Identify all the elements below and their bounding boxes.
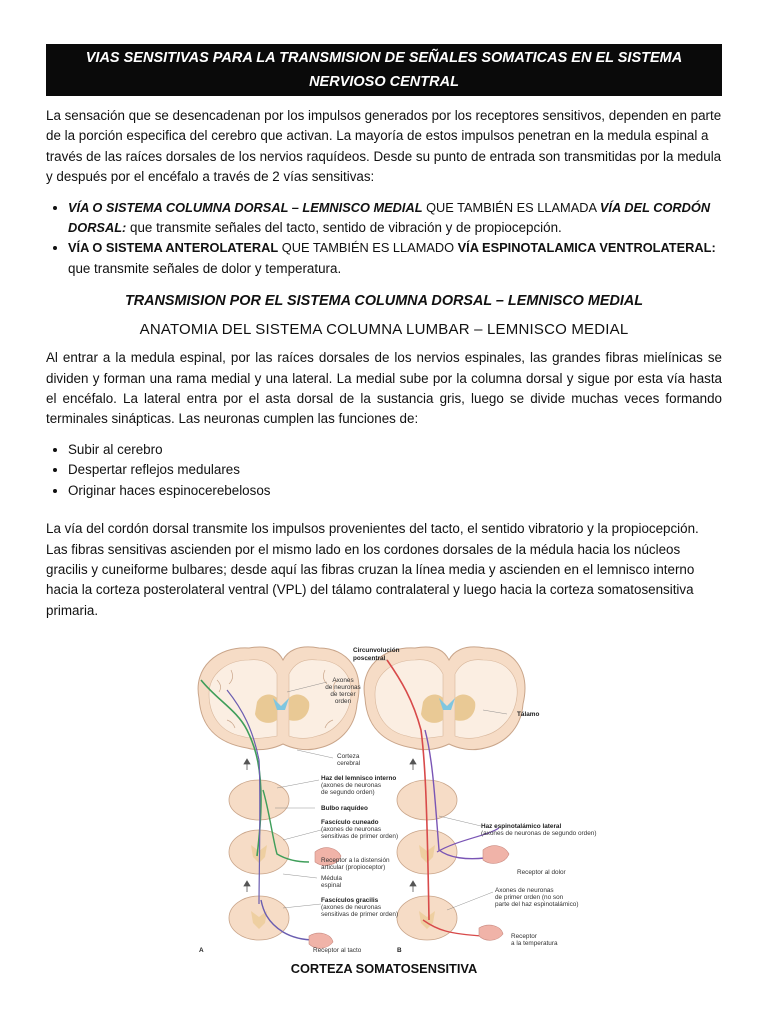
svg-text:parte del haz espinotalámico): parte del haz espinotalámico) bbox=[495, 901, 579, 908]
label-circunvolucion-1: Circunvolución bbox=[353, 647, 400, 654]
svg-text:sensitivas de primer orden): sensitivas de primer orden) bbox=[321, 833, 399, 840]
function-item: • Originar haces espinocerebelosos bbox=[68, 481, 722, 501]
pathway-list bbox=[46, 198, 722, 280]
somatosensory-pathways-figure bbox=[187, 640, 597, 956]
section-heading: TRANSMISION POR EL SISTEMA COLUMNA DORSAL – LEMNISCO MEDIAL bbox=[124, 293, 644, 310]
label-medula: Médula bbox=[321, 875, 342, 882]
svg-text:orden: orden bbox=[334, 698, 352, 705]
receptor-temperature bbox=[479, 925, 503, 940]
intro-paragraph: La sensación que se desencadenan por los impulsos generados por los receptores sensitivos, dependen en parte de la porción especifica del cerebro que activan. La mayoría de estos impulsos penetran en la medula espinal a través de las raíces dorsales de los nervios raquídeos. Desde su punto de entrada son transmitidas por la medula y después por el encéfalo a través de 2 vías sensitivas: bbox=[46, 108, 722, 185]
label-gracilis: Fascículos gracilis bbox=[321, 897, 379, 904]
receptor-pain bbox=[483, 846, 509, 864]
label-corteza: Corteza bbox=[337, 753, 360, 760]
label-dolor: Receptor al dolor bbox=[517, 869, 566, 876]
svg-text:(axones de neuronas: (axones de neuronas bbox=[321, 782, 382, 789]
pathway-item: • VÍA O SISTEMA COLUMNA DORSAL – LEMNISCO MEDIAL QUE TAMBIÉN ES LLAMADA VÍA DEL CORDÓN DORSAL: que transmite señales del tacto, sentido de vibración y de propiocepción. bbox=[68, 198, 722, 239]
dorsal-pathway-paragraph: La vía del cordón dorsal transmite los impulsos provenientes del tacto, el sentido vibratorio y la propiocepción. Las fibras sensitivas ascienden por el mismo lado en los cordones dorsales de la médula hacia los núcleos gracilis y cuneiforme bulbares; desde aquí las fibras cruzan la línea media y ascienden en el lemnisco interno hacia la corteza posterolateral ventral (VPL) del tálamo contralateral y luego hacia la corteza somatosensitiva primaria. bbox=[46, 521, 699, 618]
pathway-item: • VÍA O SISTEMA ANTEROLATERAL QUE TAMBIÉN ES LLAMADO VÍA ESPINOTALAMICA VENTROLATERAL: que transmite señales de dolor y temperatura. bbox=[68, 238, 722, 279]
svg-text:de tercer: de tercer bbox=[330, 691, 356, 698]
panel-a-letter: A bbox=[199, 947, 204, 954]
label-circunvolucion-2: poscentral bbox=[353, 655, 386, 662]
document-page bbox=[46, 44, 722, 621]
svg-text:de neuronas: de neuronas bbox=[325, 684, 361, 691]
svg-text:(axones de neuronas: (axones de neuronas bbox=[321, 826, 382, 833]
svg-text:(axones de neuronas de segundo: (axones de neuronas de segundo orden) bbox=[481, 830, 597, 837]
label-cuneado: Fascículo cuneado bbox=[321, 819, 379, 826]
label-distension: Receptor a la distensión bbox=[321, 857, 390, 864]
svg-text:articular (propioceptor): articular (propioceptor) bbox=[321, 864, 386, 871]
svg-text:de primer orden (no son: de primer orden (no son bbox=[495, 894, 564, 901]
label-axones-primer: Axones de neuronas bbox=[495, 887, 554, 894]
svg-text:(axones de neuronas: (axones de neuronas bbox=[321, 904, 382, 911]
svg-text:espinal: espinal bbox=[321, 882, 342, 889]
label-tacto: Receptor al tacto bbox=[313, 947, 362, 954]
svg-text:sensitivas de primer orden): sensitivas de primer orden) bbox=[321, 911, 399, 918]
label-axones-tercer: Axones bbox=[332, 677, 354, 684]
svg-text:de segundo orden): de segundo orden) bbox=[321, 789, 375, 796]
label-talamo: Tálamo bbox=[517, 711, 540, 718]
functions-list bbox=[46, 440, 722, 501]
document-title: VIAS SENSITIVAS PARA LA TRANSMISION DE SEÑALES SOMATICAS EN EL SISTEMA NERVIOSO CENTRAL bbox=[46, 44, 722, 96]
svg-text:a la temperatura: a la temperatura bbox=[511, 940, 558, 947]
svg-text:cerebral: cerebral bbox=[337, 760, 361, 767]
function-item: • Subir al cerebro bbox=[68, 440, 722, 460]
anatomy-paragraph: Al entrar a la medula espinal, por las raíces dorsales de los nervios espinales, las grandes fibras mielínicas se dividen y forman una rama medial y una lateral. La medial sube por la columna dorsal y sigue por esta vía hasta el encéfalo. La lateral entra por el asta dorsal de la sustancia gris, luego se divide muchas veces formando terminales sinápticas. Las neuronas cumplen las funciones de: bbox=[46, 350, 722, 427]
receptor-touch bbox=[309, 933, 333, 948]
label-lemnisco: Haz del lemnisco interno bbox=[321, 775, 397, 782]
label-temperatura: Receptor bbox=[511, 933, 537, 940]
label-espinotalamico: Haz espinotalámico lateral bbox=[481, 823, 562, 830]
figure-caption: CORTEZA SOMATOSENSITIVA bbox=[290, 961, 478, 976]
subsection-heading: ANATOMIA DEL SISTEMA COLUMNA LUMBAR – LEMNISCO MEDIAL bbox=[139, 321, 629, 339]
panel-b-letter: B bbox=[397, 947, 402, 954]
function-item: • Despertar reflejos medulares bbox=[68, 460, 722, 480]
label-bulbo: Bulbo raquídeo bbox=[321, 805, 368, 812]
